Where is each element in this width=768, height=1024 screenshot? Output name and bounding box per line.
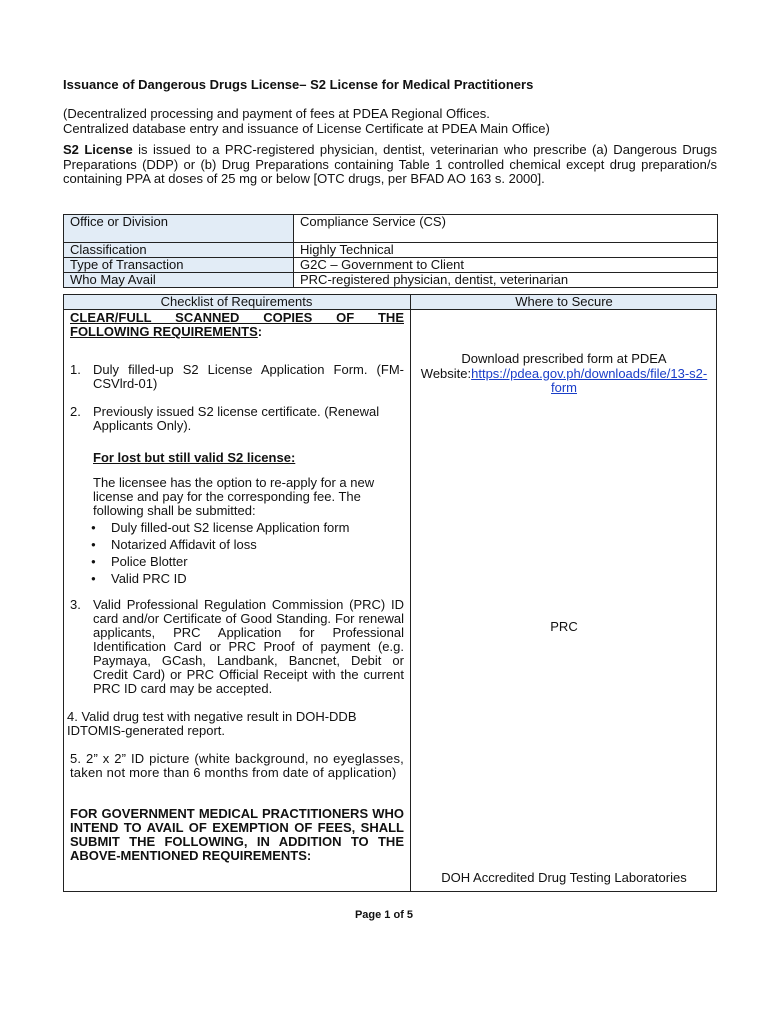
description-term: S2 License [63, 142, 133, 157]
requirements-heading-text: CLEAR/FULL SCANNED COPIES OF THE FOLLOWING REQUIREMENTS [70, 310, 404, 339]
transaction-type-value: G2C – Government to Client [294, 258, 718, 273]
transaction-type-label: Type of Transaction [64, 258, 294, 273]
website-line [411, 367, 717, 396]
requirement-1-text: Duly filled-up S2 License Application Form. (FM-CSVlrd-01) [93, 362, 404, 391]
bullet-item: ● Notarized Affidavit of loss [89, 538, 399, 552]
description-paragraph [63, 143, 717, 187]
lost-license-heading-text: For lost but still valid S2 license: [93, 450, 296, 465]
where-to-secure-form [411, 352, 717, 396]
checklist-header: Checklist of Requirements [160, 294, 313, 309]
where-to-secure-drug-test: DOH Accredited Drug Testing Laboratories [441, 870, 687, 885]
requirement-1-number: 1. [70, 362, 81, 377]
who-may-avail-label: Who May Avail [64, 273, 294, 288]
lost-license-text: The licensee has the option to re-apply for a new license and pay for the corresponding fee. The following shall be submitted: [93, 475, 375, 518]
lost-license-heading [93, 451, 393, 465]
info-table [63, 214, 718, 288]
bullet-item: ● Police Blotter [89, 555, 399, 569]
pdea-download-link[interactable]: https://pdea.gov.ph/downloads/file/13-s2-form [471, 365, 708, 395]
where-to-secure-prc: PRC [550, 619, 578, 634]
page-number: Page 1 of 5 [354, 909, 414, 921]
requirement-5: 5. 2” x 2” ID picture (white background, no eyeglasses, taken not more than 6 months from date of application) [70, 751, 404, 780]
download-form-text: Download prescribed form at PDEA [461, 351, 667, 366]
requirement-3 [70, 598, 404, 696]
requirement-2 [70, 405, 404, 433]
requirement-3-text: Valid Professional Regulation Commission (PRC) ID card and/or Certificate of Good Standing. For renewal applicants, PRC Application for Professional Identification Card or PRC Proof of payment (e.g. Paymaya, GCash, Landbank, Bancnet, Debit or Credit Card) or PRC Official Receipt with the current PRC ID card may be accepted. [93, 597, 404, 696]
intro-paragraph [63, 107, 723, 136]
bullet-item: ● Duly filled-out S2 license Application form [89, 521, 399, 535]
description-text: is issued to a PRC-registered physician, dentist, veterinarian who prescribe (a) Dangerous Drugs Preparations (DDP) or (b) Drug Preparations containing Table 1 controlled chemical except drug preparation/s containing PPA at doses of 25 mg or below [OTC drugs, per BFAD AO 163 s. 2000]. [63, 142, 717, 186]
bullet-item: ● Valid PRC ID [89, 572, 399, 586]
who-may-avail-value: PRC-registered physician, dentist, veterinarian [294, 273, 718, 288]
requirement-2-text: Previously issued S2 license certificate. (Renewal Applicants Only). [93, 404, 380, 433]
office-label: Office or Division [64, 215, 294, 243]
where-to-secure-header: Where to Secure [515, 294, 613, 309]
classification-value: Highly Technical [294, 243, 718, 258]
intro-line-2: Centralized database entry and issuance of License Certificate at PDEA Main Office) [63, 120, 550, 136]
requirements-heading [70, 311, 404, 339]
requirement-2-number: 2. [70, 404, 81, 419]
website-prefix: Website: [420, 365, 472, 381]
requirement-3-number: 3. [70, 597, 81, 612]
bullet-list [89, 521, 399, 586]
classification-label: Classification [64, 243, 294, 258]
requirements-heading-colon: : [257, 324, 263, 339]
requirement-4: 4. Valid drug test with negative result in DOH-DDB IDTOMIS-generated report. [67, 709, 357, 738]
document-title: Issuance of Dangerous Drugs License– S2 License for Medical Practitioners [63, 77, 534, 92]
lost-license-bullets [89, 521, 399, 589]
office-value: Compliance Service (CS) [294, 215, 718, 243]
government-exemption-note: FOR GOVERNMENT MEDICAL PRACTITIONERS WHO INTEND TO AVAIL OF EXEMPTION OF FEES, SHALL SUBMIT THE FOLLOWING, IN ADDITION TO THE ABOVE-MENTIONED REQUIREMENTS: [70, 806, 404, 863]
intro-line-1: (Decentralized processing and payment of fees at PDEA Regional Offices. [63, 106, 490, 121]
requirement-1 [70, 363, 404, 391]
